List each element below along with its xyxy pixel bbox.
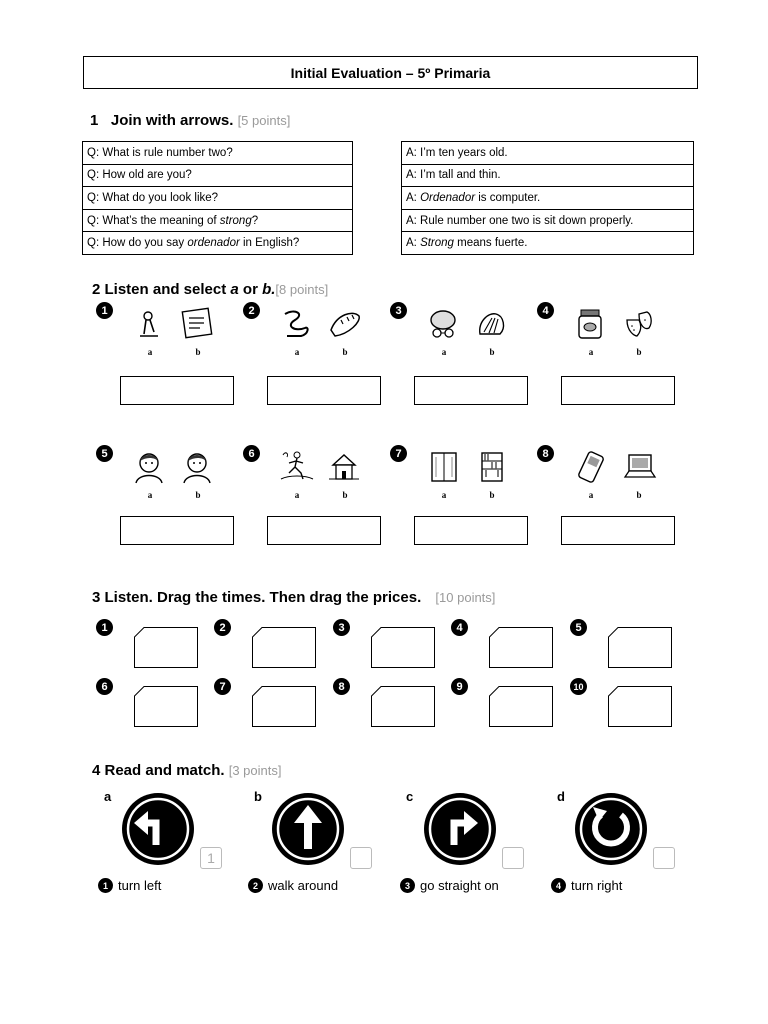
drag-drop-box[interactable] xyxy=(371,627,434,667)
section-points: [8 points] xyxy=(275,282,329,297)
sign-caption xyxy=(248,878,338,893)
answer-drop-box[interactable] xyxy=(561,516,675,545)
picture-option-label: a xyxy=(588,347,594,357)
answer-cell[interactable] xyxy=(402,209,694,232)
section-number: 1 xyxy=(90,112,99,129)
picture-option-a[interactable] xyxy=(132,306,172,358)
section-heading-text: Join with arrows. xyxy=(110,112,234,129)
road-sign xyxy=(424,793,496,865)
picture-option-label: b xyxy=(489,347,495,357)
answer-emphasis: Ordenador xyxy=(420,191,476,204)
picture-option-label: a xyxy=(147,347,153,357)
picture-option-label: a xyxy=(294,490,300,500)
walk-around-arrow-icon xyxy=(575,793,647,865)
question-row xyxy=(83,164,353,187)
picture-option-a[interactable] xyxy=(132,449,172,501)
item-number-badge: 2 xyxy=(243,302,260,319)
answer-text: A: I’m tall and thin. xyxy=(406,169,501,182)
section-heading-text: 2 Listen and select xyxy=(92,281,231,298)
picture-option-label: b xyxy=(489,490,495,500)
drag-drop-box[interactable] xyxy=(252,627,315,667)
sign-caption xyxy=(98,878,161,893)
shell-icon xyxy=(474,306,510,342)
drag-box-outline xyxy=(134,627,198,668)
strawberries-icon xyxy=(621,306,657,342)
listen-item xyxy=(390,445,530,505)
section-points: [10 points] xyxy=(435,590,496,605)
drag-box-outline xyxy=(134,686,198,727)
section-4-heading xyxy=(92,762,281,779)
answer-drop-box[interactable] xyxy=(267,516,381,545)
picture-option-label: b xyxy=(636,490,642,500)
questions-table xyxy=(82,141,353,255)
drag-box-outline xyxy=(608,627,672,668)
mobile-phone-icon xyxy=(573,449,609,485)
answer-row xyxy=(402,209,694,232)
drag-box-outline xyxy=(371,686,435,727)
answer-cell[interactable] xyxy=(402,164,694,187)
question-text: Q: What do you look like? xyxy=(87,191,219,204)
item-number-badge: 3 xyxy=(333,619,350,636)
caption-text: go straight on xyxy=(420,878,499,893)
house-icon xyxy=(327,449,363,485)
item-number-badge: 6 xyxy=(96,678,113,695)
question-row xyxy=(83,232,353,255)
drag-drop-box[interactable] xyxy=(489,686,552,726)
caption-text: walk around xyxy=(268,878,339,893)
sign-caption xyxy=(551,878,622,893)
answer-text: A: I’m ten years old. xyxy=(406,146,508,159)
answer-number-box[interactable]: 1 xyxy=(200,847,222,869)
question-emphasis: strong xyxy=(219,214,252,227)
item-number-badge: 8 xyxy=(333,678,350,695)
drag-drop-box[interactable] xyxy=(371,686,434,726)
laptop-icon xyxy=(621,449,657,485)
picture-option-a[interactable] xyxy=(573,306,613,358)
question-emphasis: ordenador xyxy=(187,237,240,250)
caption-number-badge: 4 xyxy=(551,878,566,893)
picture-option-b[interactable] xyxy=(621,306,661,358)
listen-item xyxy=(96,445,236,505)
drag-drop-box[interactable] xyxy=(608,686,671,726)
section-points: [3 points] xyxy=(228,763,282,778)
drag-drop-box[interactable] xyxy=(134,627,197,667)
listen-item xyxy=(537,302,677,362)
turn-left-arrow-icon xyxy=(122,793,194,865)
or-text: or xyxy=(238,281,263,298)
answer-number-box[interactable] xyxy=(502,847,524,869)
drag-drop-box[interactable] xyxy=(252,686,315,726)
drag-box-outline xyxy=(489,686,553,727)
answer-drop-box[interactable] xyxy=(414,376,528,405)
road-sign xyxy=(272,793,344,865)
item-number-badge: 2 xyxy=(214,619,231,636)
boy-face-icon xyxy=(132,449,168,485)
picture-option-a[interactable] xyxy=(279,449,319,501)
answer-text: A: Rule number one two is sit down properly. xyxy=(406,214,634,227)
answer-row xyxy=(402,232,694,255)
listen-item xyxy=(96,302,236,362)
option-a-text: a xyxy=(230,281,239,298)
picture-option-a[interactable] xyxy=(279,306,319,358)
question-cell[interactable] xyxy=(83,142,353,165)
sign-caption xyxy=(400,878,499,893)
item-number-badge: 1 xyxy=(96,619,113,636)
boy-running-icon xyxy=(279,449,315,485)
question-text: ? xyxy=(251,214,259,227)
question-cell[interactable] xyxy=(83,209,353,232)
answer-emphasis: Strong xyxy=(420,237,454,250)
drag-box-outline xyxy=(608,686,672,727)
question-text: Q: How do you say xyxy=(87,237,188,250)
sign-letter: b xyxy=(254,789,262,804)
picture-option-b[interactable] xyxy=(621,449,661,501)
caption-number-badge: 2 xyxy=(248,878,263,893)
sign-letter: c xyxy=(406,789,414,804)
drag-drop-box[interactable] xyxy=(134,686,197,726)
picture-option-label: b xyxy=(195,347,201,357)
question-text: Q: What is rule number two? xyxy=(87,146,233,159)
picture-option-label: b xyxy=(636,347,642,357)
item-number-badge: 9 xyxy=(451,678,468,695)
picture-option-label: b xyxy=(195,490,201,500)
drag-drop-box[interactable] xyxy=(489,627,552,667)
answer-number-box[interactable] xyxy=(350,847,372,869)
caption-text: turn left xyxy=(118,878,162,893)
picture-option-b[interactable] xyxy=(474,449,514,501)
picture-option-b[interactable] xyxy=(327,449,367,501)
picture-option-label: a xyxy=(441,347,447,357)
answer-drop-box[interactable] xyxy=(120,376,234,405)
swim-cap-goggles-icon xyxy=(426,306,462,342)
drag-box-outline xyxy=(252,627,316,668)
road-sign xyxy=(575,793,647,865)
math-sheet-icon xyxy=(180,306,216,342)
sign-letter: a xyxy=(104,789,112,804)
microscope-icon xyxy=(132,306,168,342)
picture-option-a[interactable] xyxy=(573,449,613,501)
answer-number-box[interactable] xyxy=(653,847,675,869)
drag-box-outline xyxy=(252,686,316,727)
option-b-text: b. xyxy=(262,281,276,298)
picture-option-label: b xyxy=(342,347,348,357)
drag-box-outline xyxy=(489,627,553,668)
caption-text: turn right xyxy=(571,878,623,893)
picture-option-label: b xyxy=(342,490,348,500)
picture-option-b[interactable] xyxy=(327,306,367,358)
answer-text: A: xyxy=(406,237,421,250)
straight-arrow-icon xyxy=(272,793,344,865)
listen-item xyxy=(537,445,677,505)
snake-icon xyxy=(279,306,315,342)
drag-box-outline xyxy=(371,627,435,668)
item-number-badge: 8 xyxy=(537,445,554,462)
listen-item xyxy=(243,445,383,505)
answer-text: is computer. xyxy=(475,191,541,204)
picture-option-b[interactable] xyxy=(474,306,514,358)
picture-option-a[interactable] xyxy=(426,306,466,358)
picture-option-label: a xyxy=(147,490,153,500)
item-number-badge: 4 xyxy=(451,619,468,636)
answer-drop-box[interactable] xyxy=(120,516,234,545)
answer-text: means fuerte. xyxy=(453,237,528,250)
listen-item xyxy=(243,302,383,362)
picture-option-label: a xyxy=(441,490,447,500)
item-number-badge: 5 xyxy=(96,445,113,462)
question-text: Q: What’s the meaning of xyxy=(87,214,220,227)
answer-drop-box[interactable] xyxy=(414,516,528,545)
drag-drop-box[interactable] xyxy=(608,627,671,667)
turn-right-arrow-icon xyxy=(424,793,496,865)
jam-jar-icon xyxy=(573,306,609,342)
question-text: in English? xyxy=(239,237,300,250)
caption-number-badge: 1 xyxy=(98,878,113,893)
section-points: [5 points] xyxy=(237,113,291,128)
answer-cell[interactable] xyxy=(402,187,694,210)
section-3-heading xyxy=(92,589,495,606)
item-number-badge: 7 xyxy=(214,678,231,695)
road-sign xyxy=(122,793,194,865)
item-number-badge: 7 xyxy=(390,445,407,462)
answer-row xyxy=(402,164,694,187)
answer-cell[interactable] xyxy=(402,232,694,255)
answer-drop-box[interactable] xyxy=(267,376,381,405)
section-heading-text: 4 Read and match. xyxy=(92,762,225,779)
item-number-badge: 10 xyxy=(570,678,587,695)
answer-row xyxy=(402,142,694,165)
answer-text: A: xyxy=(406,191,421,204)
item-number-badge: 5 xyxy=(570,619,587,636)
title-text: Initial Evaluation – 5º Primaria xyxy=(290,64,491,81)
section-heading-text: 3 Listen. Drag the times. Then drag the prices. xyxy=(92,589,422,606)
item-number-badge: 6 xyxy=(243,445,260,462)
answer-cell[interactable] xyxy=(402,142,694,165)
answers-table xyxy=(401,141,694,255)
question-cell[interactable] xyxy=(83,164,353,187)
picture-option-b[interactable] xyxy=(180,306,220,358)
boy-face-icon xyxy=(180,449,216,485)
question-row xyxy=(83,187,353,210)
wardrobe-icon xyxy=(426,449,462,485)
bookcase-icon xyxy=(474,449,510,485)
bread-icon xyxy=(327,306,363,342)
question-row xyxy=(83,142,353,165)
item-number-badge: 3 xyxy=(390,302,407,319)
item-number-badge: 1 xyxy=(96,302,113,319)
section-2-heading xyxy=(92,281,328,298)
picture-option-b[interactable] xyxy=(180,449,220,501)
answer-row xyxy=(402,187,694,210)
listen-item xyxy=(390,302,530,362)
picture-option-label: a xyxy=(294,347,300,357)
question-cell[interactable] xyxy=(83,232,353,255)
caption-number-badge: 3 xyxy=(400,878,415,893)
picture-option-label: a xyxy=(588,490,594,500)
question-cell[interactable] xyxy=(83,187,353,210)
question-text: Q: How old are you? xyxy=(87,169,192,182)
sign-letter: d xyxy=(557,789,565,804)
question-row xyxy=(83,209,353,232)
page-title xyxy=(83,56,698,89)
item-number-badge: 4 xyxy=(537,302,554,319)
section-1-heading xyxy=(90,112,290,129)
picture-option-a[interactable] xyxy=(426,449,466,501)
answer-drop-box[interactable] xyxy=(561,376,675,405)
